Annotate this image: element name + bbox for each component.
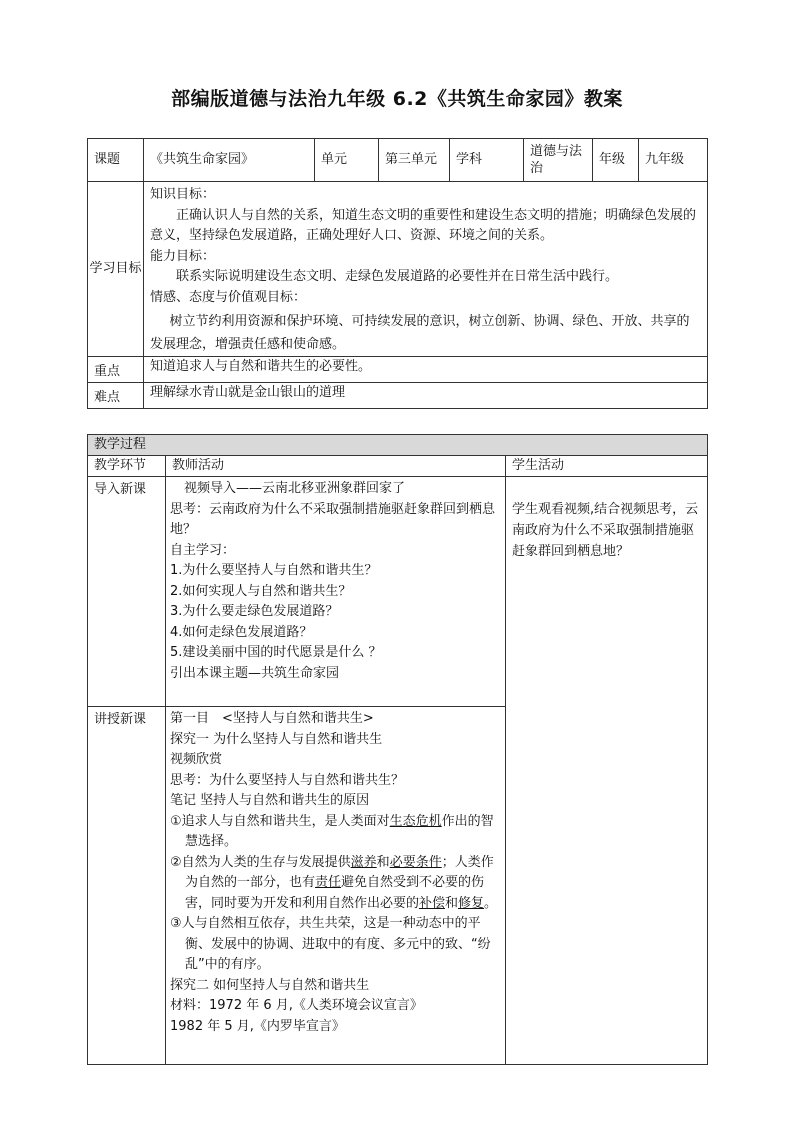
- objectives-cell: [144, 182, 708, 357]
- difficult-value: 理解绿水青山就是金山银山的道理: [144, 383, 708, 409]
- reason-2-text-mid2: 避免自然受到不必要的伤害，同时要为开发和利用自然作出必要的: [184, 875, 484, 911]
- reason-1-text: ①追求人与自然和谐共生，是人类面对: [170, 813, 390, 829]
- difficult-label: 难点: [88, 383, 144, 409]
- subject-label: 学科: [450, 139, 524, 182]
- keyword-compensation: 补偿: [418, 895, 445, 911]
- page-title: 部编版道德与法治九年级 6.2《共筑生命家园》教案: [171, 88, 623, 110]
- intro-video: 视频导入——云南北移亚洲象群回家了: [184, 481, 406, 496]
- unit-value: 第三单元: [379, 139, 450, 182]
- reason-2-period: 。: [484, 895, 498, 911]
- objectives-label: 学习目标: [88, 182, 144, 357]
- lecture-teacher-activity: [166, 707, 506, 1065]
- question-1: 1.为什么要坚持人与自然和谐共生？: [170, 563, 378, 578]
- lecture-stage: 讲授新课: [88, 707, 166, 1065]
- grade-label: 年级: [593, 139, 639, 182]
- subject-value: 道德与法治: [524, 139, 593, 182]
- material-2: 1982 年 5 月,《内罗毕宣言》: [170, 1018, 345, 1034]
- question-3: 3.为什么要走绿色发展道路？: [170, 604, 339, 619]
- ability-heading: 能力目标：: [150, 248, 216, 264]
- emotion-text: 树立节约利用资源和保护环境、可持续发展的意识，树立创新、协调、绿色、开放、共享的发展理念，增强责任感和使命感。: [150, 314, 690, 352]
- video-appreciation: 视频欣赏: [170, 752, 223, 767]
- keyword-responsibility: 责任: [314, 875, 341, 890]
- explore-1: 探究一 为什么坚持人与自然和谐共生: [170, 731, 383, 747]
- reason-1-text-end: 作出的智慧选择。: [184, 813, 494, 849]
- reason-2-and-2: 和: [444, 895, 458, 911]
- col-teacher: 教师活动: [166, 456, 506, 477]
- question-5: 5.建设美丽中国的时代愿景是什么 ？: [170, 645, 382, 660]
- keyword-nourishment: 滋养: [350, 854, 377, 870]
- reason-2-and: 和: [376, 854, 390, 870]
- unit-label: 单元: [315, 139, 379, 182]
- section-heading: 第一目 <坚持人与自然和谐共生>: [170, 711, 374, 726]
- keyword-restoration: 修复: [457, 895, 484, 911]
- col-stage: 教学环节: [88, 456, 166, 477]
- key-value: 知道追求人与自然和谐共生的必要性。: [144, 357, 708, 383]
- reason-3: ③人与自然相互依存，共生共荣，这是一种动态中的平衡、发展中的协调、进取中的有度、多元中的致、“纷乱”中的有序。: [170, 916, 491, 972]
- col-student: 学生活动: [506, 456, 708, 477]
- reason-2-text: ②自然为人类的生存与发展提供: [170, 854, 351, 870]
- keyword-necessary-conditions: 必要条件: [389, 854, 442, 870]
- keyword-ecological-crisis: 生态危机: [389, 813, 442, 829]
- key-label: 重点: [88, 357, 144, 383]
- process-table: [87, 434, 708, 1065]
- reason-2: [170, 853, 499, 915]
- intro-teacher-activity: [166, 477, 506, 707]
- explore-2: 探究二 如何坚持人与自然和谐共生: [170, 977, 370, 993]
- intro-lead: 引出本课主题—共筑生命家园: [170, 665, 340, 681]
- grade-value: 九年级: [639, 139, 708, 182]
- note-heading: 笔记 坚持人与自然和谐共生的原因: [170, 793, 370, 808]
- intro-think: 思考：云南政府为什么不采取强制措施驱赶象群回到栖息地？: [170, 501, 496, 537]
- reason-1: [170, 812, 499, 853]
- reason-2-text-mid: ；人类作为自然的一部分，也有: [184, 854, 494, 890]
- question-4: 4.如何走绿色发展道路？: [170, 624, 313, 640]
- intro-stage: 导入新课: [88, 477, 166, 707]
- material-1: 材料：1972 年 6 月,《人类环境会议宣言》: [170, 998, 423, 1013]
- emotion-heading: 情感、态度与价值观目标：: [150, 289, 307, 305]
- self-study-heading: 自主学习：: [170, 542, 236, 558]
- knowledge-heading: 知识目标：: [150, 187, 216, 202]
- knowledge-text: 正确认识人与自然的关系，知道生态文明的重要性和建设生态文明的措施；明确绿色发展的意义，坚持绿色发展道路，正确处理好人口、资源、环境之间的关系。: [150, 207, 697, 243]
- student-activity: 学生观看视频,结合视频思考，云南政府为什么不采取强制措施驱赶象群回到栖息地？: [506, 477, 708, 1065]
- course-value: 《共筑生命家园》: [144, 139, 315, 182]
- course-label: 课题: [88, 139, 144, 182]
- lecture-think: 思考：为什么要坚持人与自然和谐共生？: [170, 772, 405, 788]
- question-2: 2.如何实现人与自然和谐共生？: [170, 583, 352, 599]
- ability-text: 联系实际说明建设生态文明、走绿色发展道路的必要性并在日常生活中践行。: [176, 269, 619, 284]
- process-banner: 教学过程: [88, 435, 708, 456]
- info-table: [87, 138, 708, 409]
